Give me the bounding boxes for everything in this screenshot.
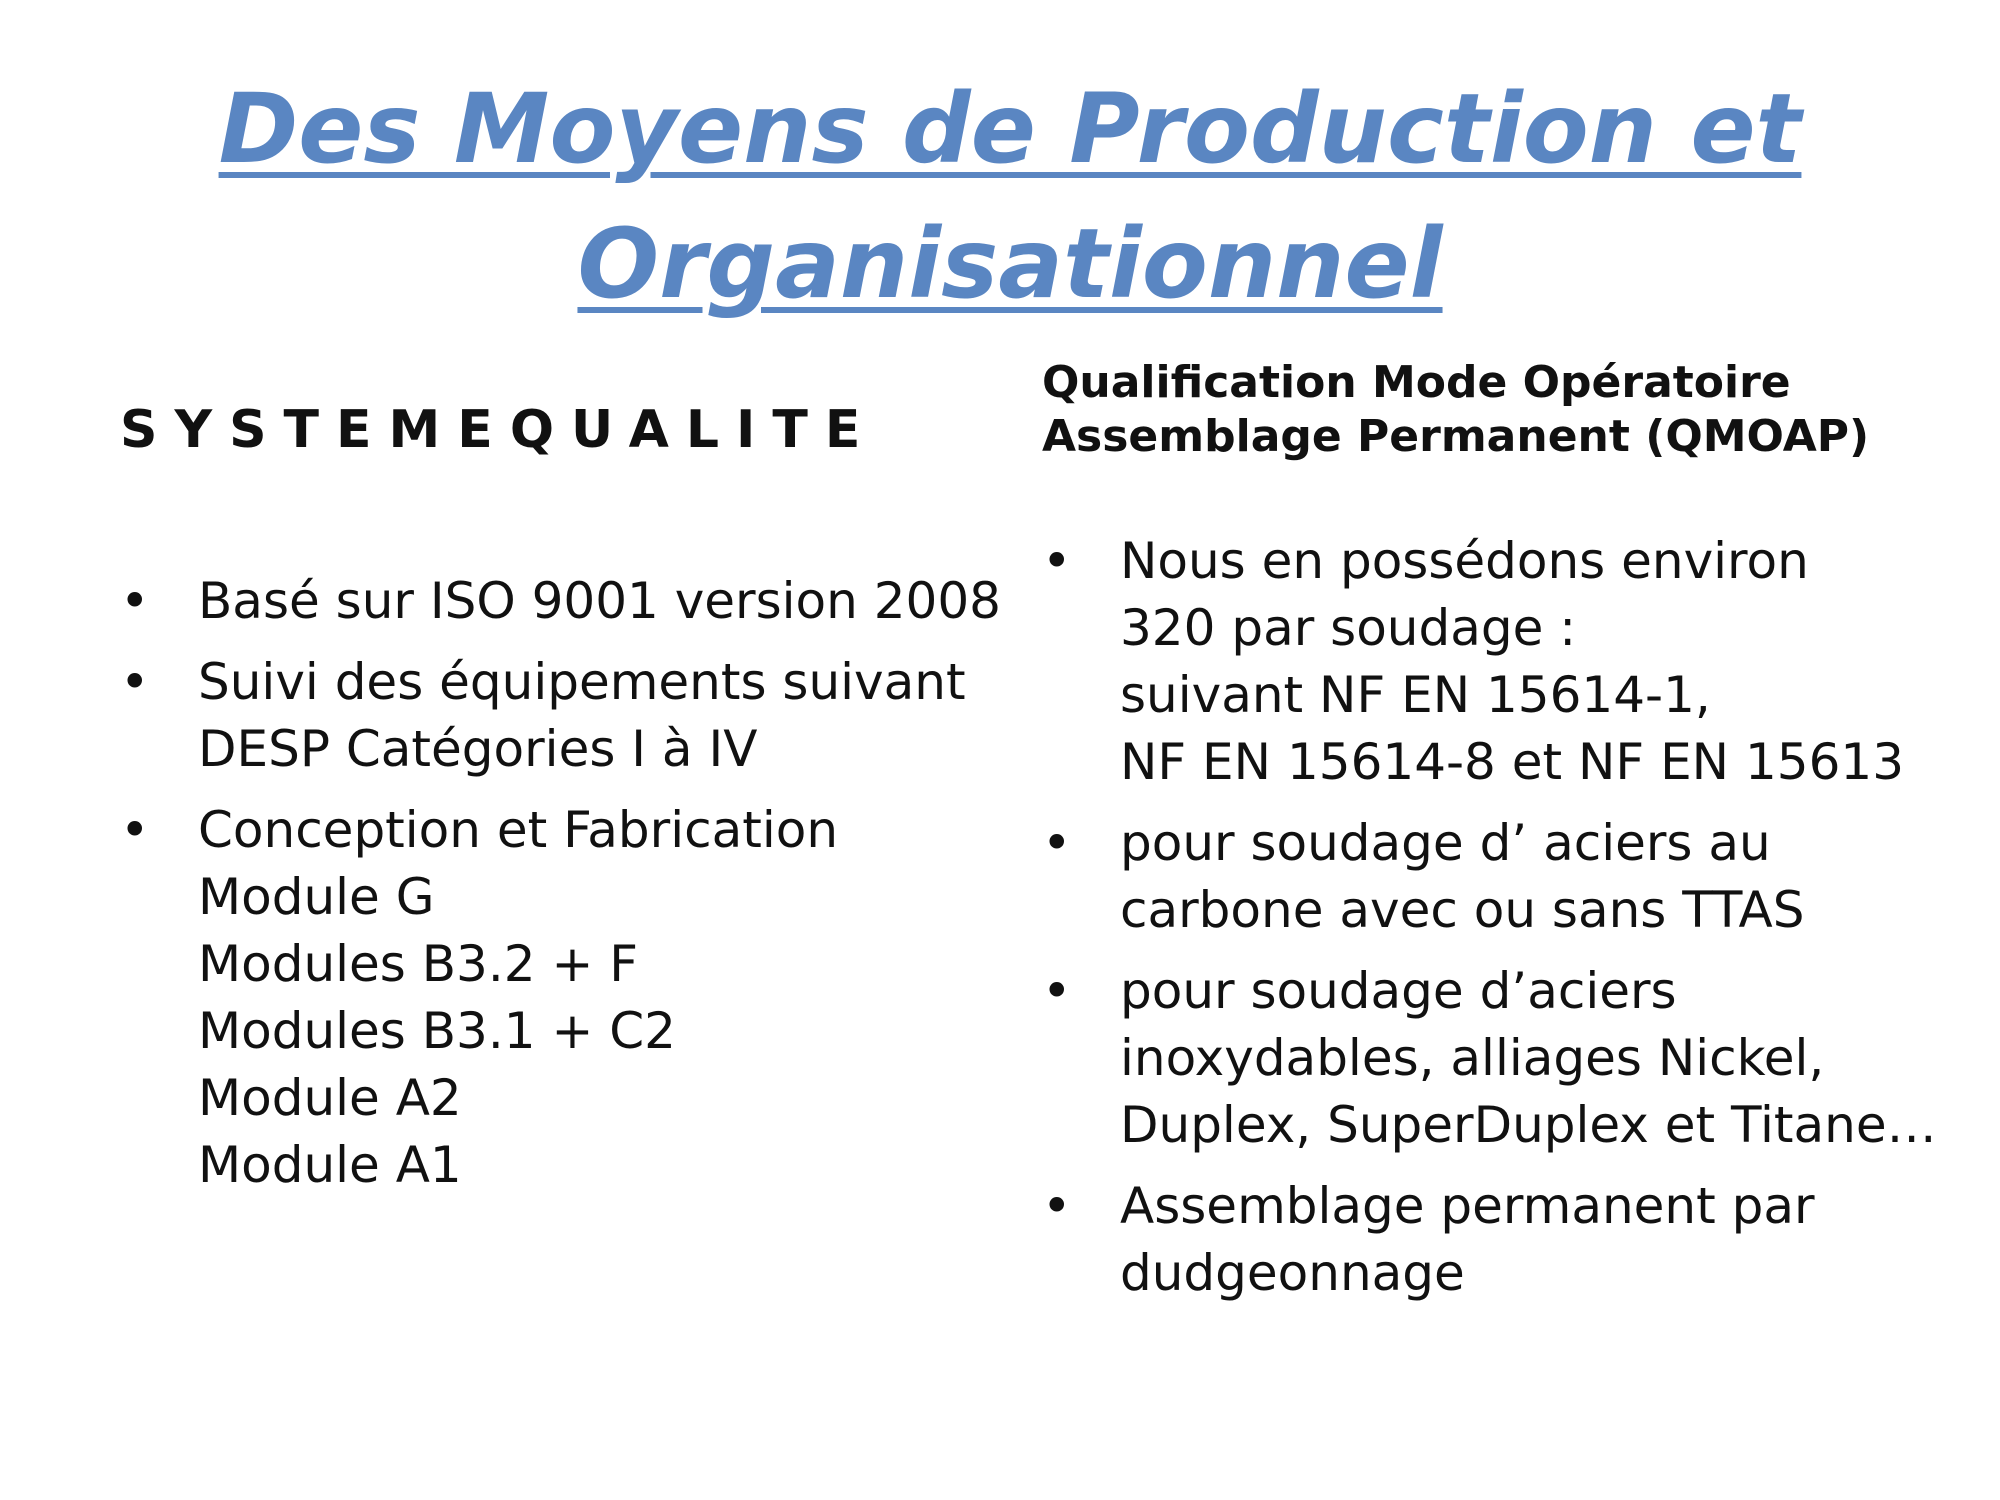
list-item-line: Modules B3.1 + C2 [198,1002,676,1060]
list-item-line: suivant NF EN 15614-1, [1120,666,1711,724]
bullet-icon: • [120,572,150,630]
right-heading-line-1: Qualification Mode Opératoire [1042,357,1791,408]
list-item-line: DESP Catégories I à IV [198,720,758,778]
right-heading-line-2: Assemblage Permanent (QMOAP) [1042,411,1870,462]
slide-title [120,62,1900,332]
list-item-line: inoxydables, alliages Nickel, [1120,1029,1825,1087]
bullet-icon: • [1042,1177,1072,1235]
bullet-icon: • [1042,962,1072,1020]
list-item [1042,810,1962,944]
list-item-line: NF EN 15614-8 et NF EN 15613 [1120,733,1905,791]
list-item-line: 320 par soudage : [1120,599,1577,657]
list-item [120,649,1000,783]
slide-title-line-1: Des Moyens de Production et [218,73,1802,185]
bullet-icon: • [120,653,150,711]
list-item-line: Module A1 [198,1136,462,1194]
left-bullet-list [120,568,1000,1213]
list-item-line: Module A2 [198,1069,462,1127]
list-item-line: pour soudage d’ aciers au [1120,814,1771,872]
list-item-line: Basé sur ISO 9001 version 2008 [198,572,1001,630]
list-item-line: Suivi des équipements suivant [198,653,966,711]
list-item-line: Nous en possédons environ [1120,532,1809,590]
slide-title-line-2: Organisationnel [577,208,1443,320]
left-column-heading: SYSTEMEQUALITE [120,400,878,460]
list-item-line: Assemblage permanent par [1120,1177,1815,1235]
list-item-line: pour soudage d’aciers [1120,962,1677,1020]
list-item-line: Modules B3.2 + F [198,935,639,993]
list-item-line: carbone avec ou sans TTAS [1120,881,1805,939]
list-item-line: dudgeonnage [1120,1244,1465,1302]
bullet-icon: • [120,801,150,859]
list-item [120,797,1000,1199]
list-item-line: Duplex, SuperDuplex et Titane… [1120,1096,1937,1154]
list-item [1042,528,1962,796]
bullet-icon: • [1042,814,1072,872]
list-item [1042,958,1962,1159]
right-column-heading [1042,356,1942,464]
list-item [120,568,1000,635]
bullet-icon: • [1042,532,1072,590]
list-item-line: Module G [198,868,435,926]
list-item [1042,1173,1962,1307]
right-bullet-list [1042,528,1962,1321]
list-item-line: Conception et Fabrication [198,801,839,859]
